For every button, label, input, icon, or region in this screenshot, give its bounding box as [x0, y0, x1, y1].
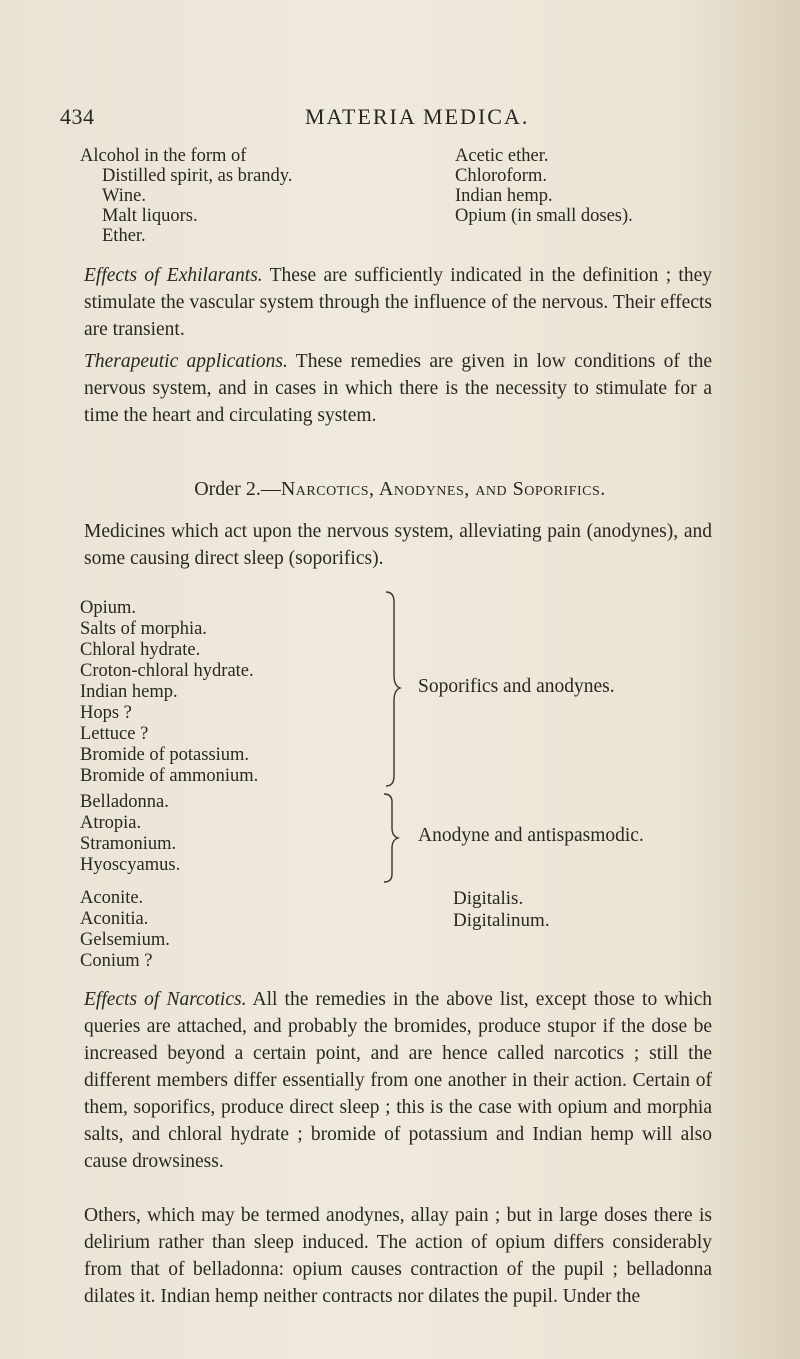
list-item: Gelsemium. — [80, 930, 170, 950]
list-item: Chloroform. — [455, 166, 547, 186]
list-item: Opium. — [80, 598, 137, 618]
order-title: Narcotics, Anodynes, and Soporifics. — [280, 478, 606, 500]
list-item: Chloral hydrate. — [80, 640, 201, 660]
list-item: Bromide of ammonium. — [80, 766, 259, 786]
list-item: Indian hemp. — [455, 186, 553, 206]
antispasmodic-list — [80, 792, 180, 876]
list-item: Wine. — [102, 186, 146, 206]
list-item: Conium ? — [80, 951, 153, 971]
paragraph-heading: Effects of Exhilarants. — [84, 265, 263, 286]
list-item: Stramonium. — [80, 834, 177, 854]
list-item: Croton-chloral hydrate. — [80, 661, 254, 681]
exhilarants-right-column — [455, 146, 633, 226]
page-header — [0, 104, 800, 134]
list-item: Alcohol in the form of — [80, 146, 247, 166]
list-item: Digitalis. — [453, 888, 524, 909]
order-heading — [0, 478, 800, 501]
paragraph-text: Others, which may be termed anodynes, allay pain ; but in large doses there is delirium rather than sleep induced. The action of opium differs considerably from that of belladonna: opium causes contraction of the pupil ; belladonna dilates it. Indian hemp neither contracts nor dilates the pupil. Under the — [84, 1205, 712, 1307]
order-intro-paragraph — [58, 518, 712, 572]
list-item: Bromide of potassium. — [80, 745, 250, 765]
effects-exhilarants-paragraph — [58, 262, 712, 343]
paragraph-heading: Therapeutic applications. — [84, 351, 288, 372]
list-item: Salts of morphia. — [80, 619, 207, 639]
list-item: Ether. — [102, 226, 146, 246]
paragraph-text: Medicines which act upon the nervous system, alleviating pain (anodynes), and some causing direct sleep (soporifics). — [84, 521, 712, 569]
running-head: MATERIA MEDICA. — [305, 104, 530, 129]
antispasmodic-brace — [380, 792, 410, 884]
paragraph-text: These remedies are given in low conditions of the nervous system, and in cases in which there is the necessity to stimulate for a time the heart and circulating system. — [84, 351, 712, 426]
paragraph-heading: Effects of Narcotics. — [84, 989, 247, 1010]
soporifics-label: Soporifics and anodynes. — [418, 676, 615, 697]
list-item: Aconitia. — [80, 909, 149, 929]
page-number: 434 — [60, 104, 95, 129]
list-item: Opium (in small doses). — [455, 206, 633, 226]
list-item: Indian hemp. — [80, 682, 178, 702]
others-paragraph — [58, 1202, 712, 1310]
paragraph-text: These are sufficiently indicated in the definition ; they stimulate the vascular system through the influence of the nervous. Their effects are transient. — [84, 265, 712, 340]
soporifics-brace — [382, 590, 412, 790]
exhilarants-left-column — [80, 146, 292, 246]
soporifics-list — [80, 598, 258, 787]
therapeutic-paragraph — [58, 348, 712, 429]
order-prefix: Order 2.— — [194, 478, 281, 500]
list-item: Aconite. — [80, 888, 144, 908]
effects-narcotics-paragraph — [58, 986, 712, 1175]
list-item: Malt liquors. — [102, 206, 198, 226]
others-right-list — [453, 888, 550, 932]
list-item: Digitalinum. — [453, 910, 550, 931]
others-left-list — [80, 888, 170, 972]
list-item: Hops ? — [80, 703, 132, 723]
list-item: Atropia. — [80, 813, 142, 833]
list-item: Belladonna. — [80, 792, 169, 812]
antispasmodic-label: Anodyne and antispasmodic. — [418, 825, 644, 846]
list-item: Hyoscyamus. — [80, 855, 181, 875]
list-item: Lettuce ? — [80, 724, 149, 744]
list-item: Distilled spirit, as brandy. — [102, 166, 293, 186]
list-item: Acetic ether. — [455, 146, 549, 166]
paragraph-text: All the remedies in the above list, except those to which queries are attached, and probably the bromides, produce stupor if the dose be increased beyond a certain point, and are hence called narcotics ; still the different members differ essentially from one another in their action. Certain of them, soporifics, produce direct sleep ; this is the case with opium and morphia salts, and chloral hydrate ; bromide of potassium and Indian hemp will also cause drowsiness. — [84, 989, 712, 1172]
